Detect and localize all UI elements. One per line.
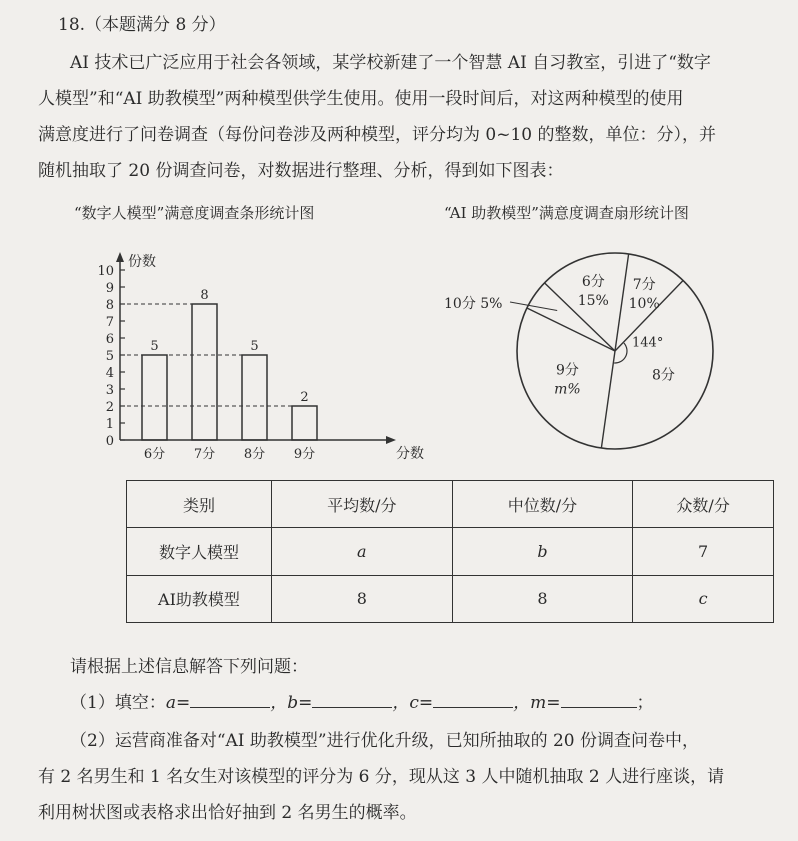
pie-slice-edge (615, 254, 629, 351)
y-tick-label: 10 (97, 264, 114, 279)
y-tick-label: 1 (105, 417, 114, 432)
y-tick-label: 0 (105, 434, 114, 449)
table-header-cell: 中位数/分 (452, 481, 633, 528)
bar-value-label: 5 (250, 339, 259, 354)
bar (242, 355, 267, 440)
question-2-line-3: 利用树状图或表格求出恰好抽到 2 名男生的概率。 (38, 803, 417, 823)
intro-line-4: 随机抽取了 20 份调查问卷，对数据进行整理、分析，得到如下图表： (38, 161, 564, 181)
question-prompt: 请根据上述信息解答下列问题： (70, 657, 308, 677)
pie-slice-edge (527, 308, 615, 351)
answer-blank-c[interactable] (433, 693, 513, 708)
y-tick-label: 2 (105, 400, 114, 415)
table-cell: 8 (452, 575, 633, 622)
pie-chart-title: “AI 助教模型”满意度调查扇形统计图 (444, 204, 689, 222)
y-tick-label: 7 (105, 315, 114, 330)
q1-prefix: （1）填空： (70, 693, 166, 713)
answer-blank-b[interactable] (312, 693, 392, 708)
table-header-cell: 众数/分 (633, 481, 774, 528)
table-cell: 7 (633, 528, 774, 575)
x-tick-label: 6分 (143, 447, 166, 462)
bar-value-label: 8 (200, 288, 209, 303)
table-header-row (127, 481, 774, 528)
y-tick-label: 9 (105, 281, 114, 296)
bar-value-label: 2 (300, 390, 309, 405)
bar (292, 406, 317, 440)
pie-slice-label: 9分 (555, 362, 579, 379)
pie-angle-label: 144° (632, 335, 664, 351)
table-header-cell: 类别 (127, 481, 272, 528)
question-1 (70, 688, 654, 713)
y-axis-label: 份数 (128, 254, 156, 270)
pie-slice-label: 6分 (581, 273, 605, 290)
table-cell: b (452, 528, 633, 575)
pie-slice-edge (601, 351, 615, 448)
q1-m-label: ，m= (513, 693, 561, 713)
table-cell: AI助教模型 (127, 575, 272, 622)
y-tick-label: 5 (105, 349, 114, 364)
x-tick-label: 8分 (243, 447, 266, 462)
intro-line-3: 满意度进行了问卷调查（每份问卷涉及两种模型，评分均为 0~10 的整数，单位：分），并 (38, 125, 716, 145)
table-row (127, 575, 774, 622)
bar (142, 355, 167, 440)
q1-a-label: a= (165, 693, 191, 713)
table-cell: 数字人模型 (127, 528, 272, 575)
intro-line-2: 人模型”和“AI 助教模型”两种模型供学生使用。使用一段时间后，对这两种模型的使用 (38, 89, 684, 109)
y-tick-label: 3 (105, 383, 114, 398)
q1-c-label: ，c= (392, 693, 434, 713)
bar (192, 304, 217, 440)
answer-blank-a[interactable] (190, 693, 270, 708)
x-tick-label: 7分 (193, 447, 216, 462)
pie-slice-label: 8分 (651, 367, 675, 384)
pie-slice-label: 7分 (632, 277, 656, 294)
x-axis-arrow (386, 436, 396, 444)
intro-line-1: AI 技术已广泛应用于社会各领域，某学校新建了一个智慧 AI 自习教室，引进了“数字 (70, 53, 711, 73)
question-2-line-2: 有 2 名男生和 1 名女生对该模型的评分为 6 分，现从这 3 人中随机抽取 2 人进行座谈，请 (38, 767, 725, 787)
y-axis-arrow (116, 252, 124, 262)
table-cell: a (272, 528, 453, 575)
bar-chart (70, 240, 424, 470)
table-cell: c (633, 575, 774, 622)
x-axis-label: 分数 (396, 446, 424, 462)
q1-b-label: ，b= (270, 693, 313, 713)
pie-slice-label: 10分 5% (444, 296, 503, 312)
y-tick-label: 8 (105, 298, 114, 313)
q1-suffix: ； (636, 693, 654, 713)
bar-value-label: 5 (150, 339, 159, 354)
x-tick-label: 9分 (293, 447, 316, 462)
y-tick-label: 6 (105, 332, 114, 347)
table-cell: 8 (272, 575, 453, 622)
pie-leader-line (510, 302, 557, 311)
answer-blank-m[interactable] (561, 693, 637, 708)
stats-table (126, 480, 774, 623)
table-header-cell: 平均数/分 (272, 481, 453, 528)
table-row (127, 528, 774, 575)
bar-chart-title: “数字人模型”满意度调查条形统计图 (74, 204, 315, 222)
question-2-line-1: （2）运营商准备对“AI 助教模型”进行优化升级，已知所抽取的 20 份调查问卷中， (70, 731, 700, 751)
y-tick-label: 4 (105, 366, 114, 381)
pie-chart (430, 236, 730, 456)
pie-slice-value: m% (554, 381, 581, 398)
problem-number: 18.（本题满分 8 分） (58, 15, 226, 35)
pie-slice-value: 15% (577, 292, 609, 309)
pie-slice-value: 10% (628, 296, 660, 313)
